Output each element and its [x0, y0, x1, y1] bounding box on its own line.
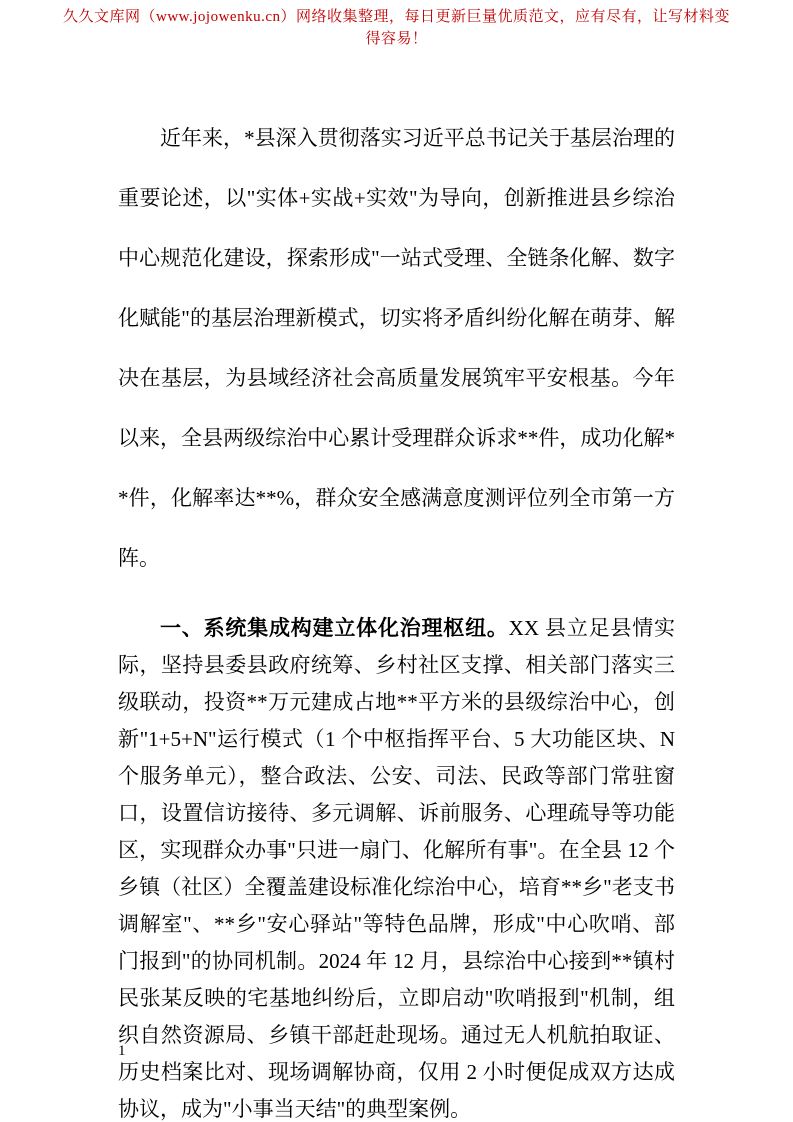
paragraph-intro: 近年来，*县深入贯彻落实习近平总书记关于基层治理的重要论述，以"实体+实战+实效"为导向，创新推进县乡综治中心规范化建设，探索形成"一站式受理、全链条化解、数字化赋能"的基层治理新模式，切实将矛盾纠纷化解在萌芽、解决在基层，为县域经济社会高质量发展筑牢平安根基。今年以来，全县两级综治中心累计受理群众诉求**件，成功化解**件，化解率达**%，群众安全感满意度测评位列全市第一方阵。	[118, 126, 675, 570]
section1-heading: 一、系统集成构建立体化治理枢纽。	[160, 617, 509, 640]
document-body	[118, 108, 675, 1122]
paragraph-section1	[118, 610, 675, 1122]
section1-body-text: XX 县立足县情实际，坚持县委县政府统筹、乡村社区支撑、相关部门落实三级联动，投资**万元建成占地**平方米的县级综治中心，创新"1+5+N"运行模式（1 个中枢指挥平台、5 大功能区块、N 个服务单元），整合政法、公安、司法、民政等部门常驻窗口，设置信访接待、多元调解、诉前服务、心理疏导等功能区，实现群众办事"只进一扇门、化解所有事"。在全县 12 个乡镇（社区）全覆盖建设标准化综治中心，培育**乡"老支书调解室"、**乡"安心驿站"等特色品牌，形成"中心吹哨、部门报到"的协同机制。2024 年 12 月，县综治中心接到**镇村民张某反映的宅基地纠纷后，立即启动"吹哨报到"机制，组织自然资源局、乡镇干部赶赴现场。通过无人机航拍取证、历史档案比对、现场调解协商，仅用 2 小时便促成双方达成协议，成为"小事当天结"的典型案例。	[118, 616, 675, 1121]
watermark-header: 久久文库网（www.jojowenku.cn）网络收集整理，每日更新巨量优质范文，应有尽有，让写材料变得容易！	[62, 9, 730, 47]
page-number: 1	[118, 1043, 126, 1059]
